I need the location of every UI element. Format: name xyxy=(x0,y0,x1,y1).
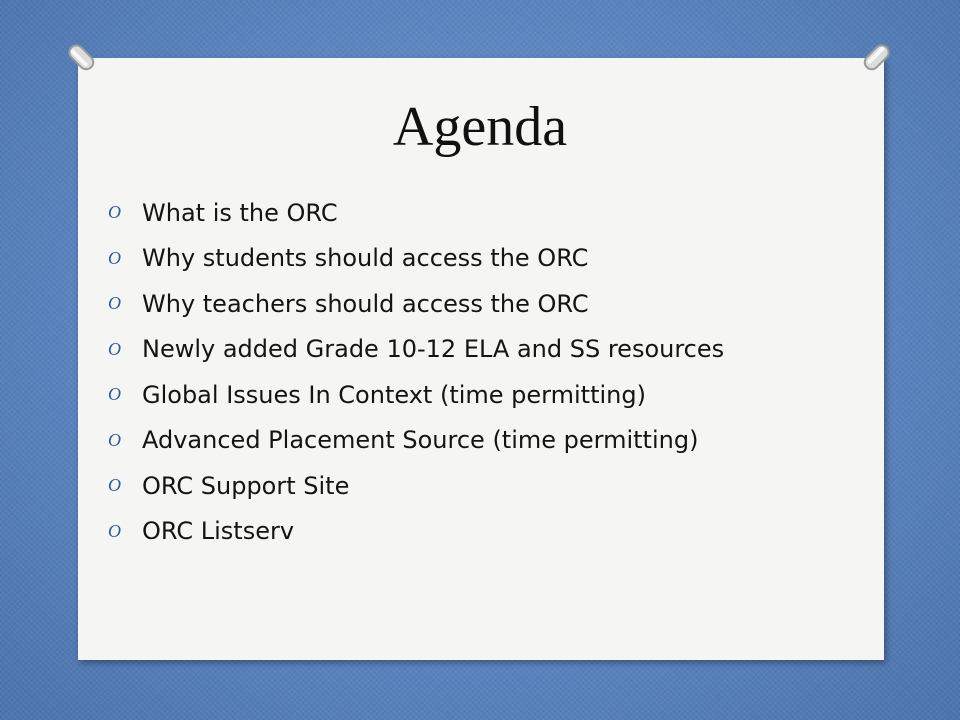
agenda-item-text: Why teachers should access the ORC xyxy=(142,289,589,318)
bullet-o-icon: O xyxy=(108,338,121,359)
agenda-item-text: ORC Listserv xyxy=(142,517,295,546)
bullet-o-icon: O xyxy=(108,202,121,223)
pushpin-icon xyxy=(856,38,896,78)
agenda-item-text: Why students should access the ORC xyxy=(142,244,589,273)
agenda-item-text: Advanced Placement Source (time permitting) xyxy=(142,426,699,455)
agenda-item xyxy=(108,236,724,282)
agenda-item xyxy=(108,190,724,236)
agenda-item-text: ORC Support Site xyxy=(142,471,350,500)
agenda-item xyxy=(108,418,724,464)
pushpin-icon xyxy=(62,38,102,78)
agenda-item-text: Global Issues In Context (time permitting) xyxy=(142,380,646,409)
bullet-o-icon: O xyxy=(108,384,121,405)
agenda-item xyxy=(108,281,724,327)
slide-title: Agenda xyxy=(392,96,568,158)
agenda-item xyxy=(108,463,724,509)
agenda-list xyxy=(108,190,724,554)
bullet-o-icon: O xyxy=(108,429,121,450)
bullet-o-icon: O xyxy=(108,293,121,314)
agenda-item xyxy=(108,509,724,555)
agenda-item xyxy=(108,372,724,418)
bullet-o-icon: O xyxy=(108,520,121,541)
bullet-o-icon: O xyxy=(108,475,121,496)
agenda-item xyxy=(108,327,724,373)
bullet-o-icon: O xyxy=(108,247,121,268)
agenda-item-text: What is the ORC xyxy=(142,198,338,227)
agenda-item-text: Newly added Grade 10-12 ELA and SS resources xyxy=(142,335,725,364)
